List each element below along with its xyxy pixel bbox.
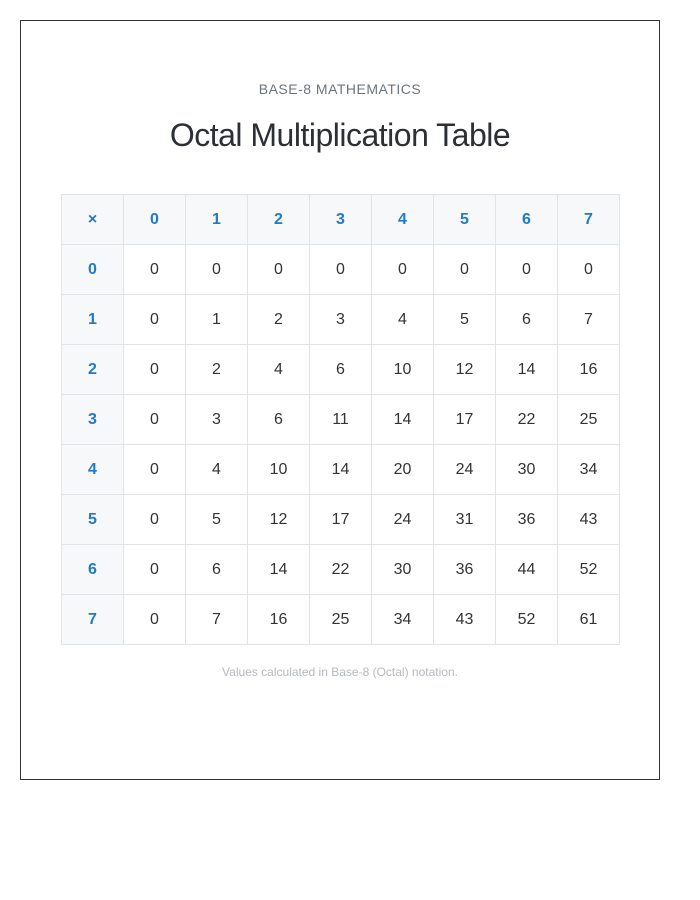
table-cell: 25 [310, 595, 372, 645]
table-cell: 4 [248, 345, 310, 395]
table-cell: 10 [248, 445, 310, 495]
table-cell: 4 [186, 445, 248, 495]
table-cell: 52 [558, 545, 620, 595]
row-header: 4 [62, 445, 124, 495]
row-header: 1 [62, 295, 124, 345]
table-cell: 24 [372, 495, 434, 545]
table-cell: 52 [496, 595, 558, 645]
table-cell: 0 [372, 245, 434, 295]
table-cell: 3 [186, 395, 248, 445]
column-header: 6 [496, 195, 558, 245]
column-header: 0 [124, 195, 186, 245]
row-header: 7 [62, 595, 124, 645]
table-cell: 14 [310, 445, 372, 495]
table-cell: 36 [434, 545, 496, 595]
footnote: Values calculated in Base-8 (Octal) notation. [222, 665, 458, 679]
table-row [62, 545, 620, 595]
table-cell: 43 [434, 595, 496, 645]
table-cell: 2 [248, 295, 310, 345]
table-cell: 24 [434, 445, 496, 495]
table-cell: 6 [186, 545, 248, 595]
table-cell: 44 [496, 545, 558, 595]
column-header: 3 [310, 195, 372, 245]
table-cell: 17 [310, 495, 372, 545]
row-header: 3 [62, 395, 124, 445]
column-header: 7 [558, 195, 620, 245]
table-cell: 12 [434, 345, 496, 395]
table-row [62, 595, 620, 645]
table-row [62, 395, 620, 445]
table-cell: 7 [186, 595, 248, 645]
table-row [62, 245, 620, 295]
table-cell: 0 [186, 245, 248, 295]
table-row [62, 345, 620, 395]
table-cell: 11 [310, 395, 372, 445]
table-cell: 5 [186, 495, 248, 545]
table-cell: 25 [558, 395, 620, 445]
corner-header: × [62, 195, 124, 245]
table-cell: 0 [124, 445, 186, 495]
header-row [62, 195, 620, 245]
table-cell: 16 [248, 595, 310, 645]
table-cell: 6 [248, 395, 310, 445]
table-cell: 31 [434, 495, 496, 545]
table-cell: 17 [434, 395, 496, 445]
row-header: 6 [62, 545, 124, 595]
table-cell: 12 [248, 495, 310, 545]
table-cell: 34 [372, 595, 434, 645]
table-cell: 0 [124, 595, 186, 645]
table-cell: 0 [124, 245, 186, 295]
table-card [20, 20, 660, 780]
row-header: 5 [62, 495, 124, 545]
column-header: 5 [434, 195, 496, 245]
table-row [62, 445, 620, 495]
multiplication-table [61, 194, 620, 645]
table-cell: 36 [496, 495, 558, 545]
table-cell: 22 [496, 395, 558, 445]
table-cell: 0 [124, 395, 186, 445]
table-cell: 0 [248, 245, 310, 295]
column-header: 4 [372, 195, 434, 245]
table-cell: 0 [310, 245, 372, 295]
table-cell: 34 [558, 445, 620, 495]
table-cell: 30 [372, 545, 434, 595]
table-cell: 4 [372, 295, 434, 345]
eyebrow-label: BASE-8 MATHEMATICS [258, 81, 422, 97]
page-title: Octal Multiplication Table [169, 117, 511, 153]
table-cell: 0 [124, 345, 186, 395]
table-cell: 14 [372, 395, 434, 445]
table-cell: 0 [558, 245, 620, 295]
table-cell: 0 [124, 495, 186, 545]
table-row [62, 295, 620, 345]
table-cell: 16 [558, 345, 620, 395]
table-cell: 1 [186, 295, 248, 345]
table-row [62, 495, 620, 545]
row-header: 2 [62, 345, 124, 395]
table-cell: 14 [248, 545, 310, 595]
table-cell: 0 [124, 545, 186, 595]
table-cell: 14 [496, 345, 558, 395]
table-cell: 6 [310, 345, 372, 395]
table-cell: 2 [186, 345, 248, 395]
table-cell: 5 [434, 295, 496, 345]
table-cell: 43 [558, 495, 620, 545]
table-cell: 30 [496, 445, 558, 495]
table-cell: 0 [434, 245, 496, 295]
table-cell: 10 [372, 345, 434, 395]
row-header: 0 [62, 245, 124, 295]
table-cell: 6 [496, 295, 558, 345]
table-cell: 0 [496, 245, 558, 295]
table-cell: 7 [558, 295, 620, 345]
column-header: 2 [248, 195, 310, 245]
column-header: 1 [186, 195, 248, 245]
table-cell: 3 [310, 295, 372, 345]
table-cell: 22 [310, 545, 372, 595]
table-cell: 20 [372, 445, 434, 495]
table-cell: 0 [124, 295, 186, 345]
table-cell: 61 [558, 595, 620, 645]
